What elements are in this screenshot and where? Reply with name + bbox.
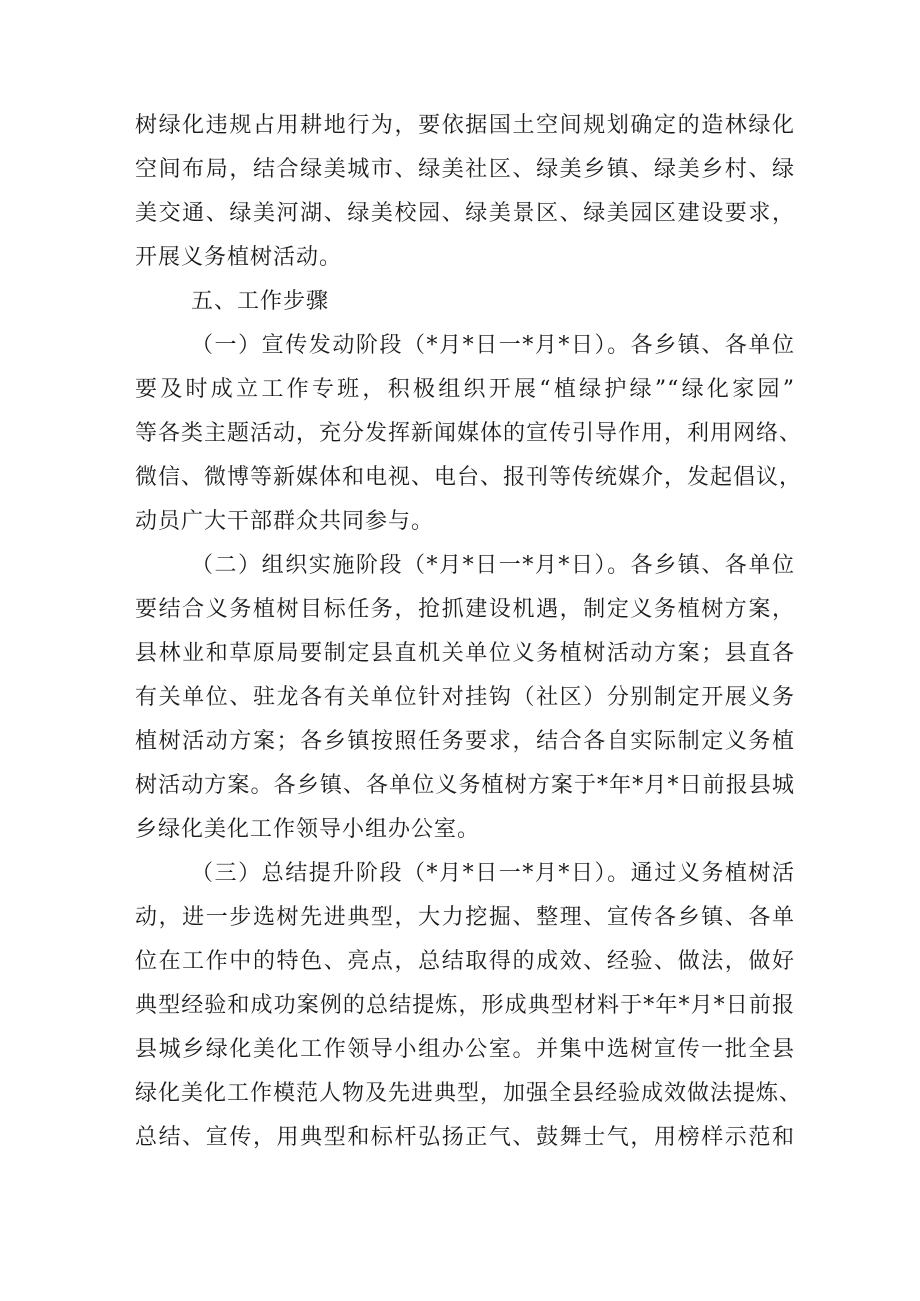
text-line: 动员广大干部群众共同参与。	[135, 509, 435, 534]
text-line: （一）宣传发动阶段（*月*日一*月*日）。各乡镇、各单位	[191, 333, 795, 358]
text-line: 动，进一步选树先进典型，大力挖掘、整理、宣传各乡镇、各单	[135, 905, 795, 930]
text-line: 要及时成立工作专班，积极组织开展“植绿护绿”“绿化家园”	[135, 377, 795, 402]
text-line: 树活动方案。各乡镇、各单位义务植树方案于*年*月*日前报县城	[135, 773, 795, 798]
text-line: （三）总结提升阶段（*月*日一*月*日）。通过义务植树活	[191, 861, 795, 886]
text-line: 县林业和草原局要制定县直机关单位义务植树活动方案；县直各	[135, 641, 795, 666]
text-line: 等各类主题活动，充分发挥新闻媒体的宣传引导作用，利用网络、	[135, 421, 803, 446]
text-line: 乡绿化美化工作领导小组办公室。	[135, 817, 481, 842]
text-line: 总结、宣传，用典型和标杆弘扬正气、鼓舞士气，用榜样示范和	[135, 1125, 795, 1150]
text-line: 美交通、绿美河湖、绿美校园、绿美景区、绿美园区建设要求，	[135, 201, 795, 226]
text-line: 位在工作中的特色、亮点，总结取得的成效、经验、做法，做好	[135, 949, 795, 974]
text-line: 绿化美化工作模范人物及先进典型，加强全县经验成效做法提炼、	[135, 1081, 803, 1106]
document-body	[135, 104, 803, 1160]
text-line: 有关单位、驻龙各有关单位针对挂钩（社区）分别制定开展义务	[135, 685, 795, 710]
text-line: 微信、微博等新媒体和电视、电台、报刊等传统媒介，发起倡议，	[135, 465, 803, 490]
text-line: 树绿化违规占用耕地行为，要依据国土空间规划确定的造林绿化	[135, 113, 795, 138]
text-line: 典型经验和成功案例的总结提炼，形成典型材料于*年*月*日前报	[135, 993, 795, 1018]
section-heading: 五、工作步骤	[191, 289, 330, 314]
text-line: 开展义务植树活动。	[135, 245, 343, 270]
text-line: 要结合义务植树目标任务，抢抓建设机遇，制定义务植树方案，	[135, 597, 795, 622]
text-line: 植树活动方案；各乡镇按照任务要求，结合各自实际制定义务植	[135, 729, 795, 754]
text-line: 空间布局，结合绿美城市、绿美社区、绿美乡镇、绿美乡村、绿	[135, 157, 795, 182]
text-line: （二）组织实施阶段（*月*日一*月*日）。各乡镇、各单位	[191, 553, 795, 578]
text-line: 县城乡绿化美化工作领导小组办公室。并集中选树宣传一批全县	[135, 1037, 795, 1062]
